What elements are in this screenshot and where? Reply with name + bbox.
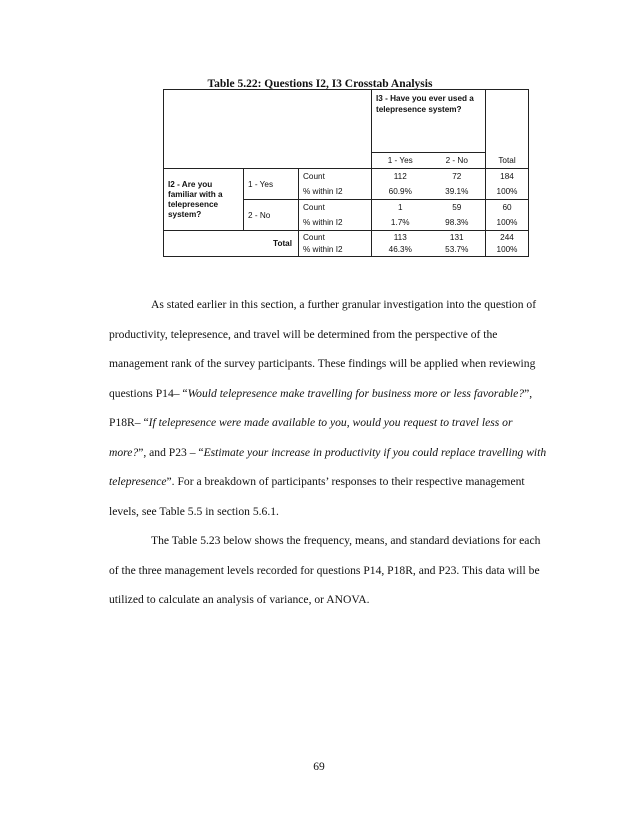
- count-value: 184: [500, 172, 514, 181]
- pct-value: 100%: [496, 218, 518, 227]
- table-title: Table 5.22: Questions I2, I3 Crosstab Analysis: [207, 78, 433, 90]
- pct-value: 39.1%: [445, 187, 469, 196]
- stat-labels: [299, 200, 372, 231]
- table-header-row: [164, 90, 529, 153]
- cell-total-no: [429, 231, 486, 257]
- pct-label: % within I2: [303, 245, 343, 254]
- cell-total-total: [486, 231, 529, 257]
- table-corner-cell: [164, 90, 372, 169]
- count-label: Count: [303, 203, 325, 212]
- table-row-yes: [164, 169, 529, 200]
- pct-value: 46.3%: [388, 245, 412, 254]
- count-value: 131: [449, 233, 464, 242]
- cell-yes-no: [429, 169, 486, 200]
- row-label-no: 2 - No: [244, 200, 299, 231]
- cell-yes-total: [486, 169, 529, 200]
- pct-label: % within I2: [303, 218, 343, 227]
- col-header-total: Total: [486, 90, 529, 169]
- count-value: 72: [452, 172, 462, 181]
- pct-value: 1.7%: [390, 218, 410, 227]
- column-group-header: I3 - Have you ever used a telepresence system?: [372, 90, 486, 153]
- stat-labels: [299, 169, 372, 200]
- cell-no-yes: [372, 200, 429, 231]
- table-row-total: [164, 231, 529, 257]
- count-value: 59: [452, 203, 462, 212]
- page-number: 69: [313, 761, 325, 773]
- row-label-yes: 1 - Yes: [244, 169, 299, 200]
- cell-no-no: [429, 200, 486, 231]
- crosstab-table: [163, 89, 529, 257]
- count-label: Count: [303, 233, 325, 242]
- count-label: Count: [303, 172, 325, 181]
- pct-value: 100%: [496, 187, 518, 196]
- cell-yes-yes: [372, 169, 429, 200]
- count-value: 60: [502, 203, 512, 212]
- count-value: 112: [393, 172, 407, 181]
- pct-label: % within I2: [303, 187, 343, 196]
- row-label-total: Total: [164, 231, 299, 257]
- paragraph-1: As stated earlier in this section, a further granular investigation into the question of productivity, telepresence, and travel will be determined from the perspective of the management rank of the survey participants. These findings will be applied when reviewing questions P14– “Would telepresence make travelling for business more or less favorable?”, P18R– “If telepresence were made available to you, would you request to travel less or more?”, and P23 – “Estimate your increase in productivity if you could replace travelling with telepresence”. For a breakdown of participants’ responses to their respective management levels, see Table 5.5 in section 5.6.1.: [109, 298, 547, 518]
- col-header-yes: 1 - Yes: [372, 153, 429, 169]
- paragraph-2: The Table 5.23 below shows the frequency, means, and standard deviations for each of the three management levels recorded for questions P14, P18R, and P23. This data will be utilized to calculate an analysis of variance, or ANOVA.: [109, 534, 541, 606]
- count-value: 244: [500, 233, 514, 242]
- stat-labels: [299, 231, 372, 257]
- pct-value: 98.3%: [445, 218, 469, 227]
- cell-total-yes: [372, 231, 429, 257]
- col-header-no: 2 - No: [429, 153, 486, 169]
- pct-value: 53.7%: [445, 245, 469, 254]
- pct-value: 100%: [496, 245, 518, 254]
- count-value: 1: [397, 203, 403, 212]
- row-group-label: I2 - Are you familiar with a telepresence system?: [164, 169, 244, 231]
- count-value: 113: [393, 233, 407, 242]
- cell-no-total: [486, 200, 529, 231]
- pct-value: 60.9%: [388, 187, 412, 196]
- body-text: [109, 290, 549, 615]
